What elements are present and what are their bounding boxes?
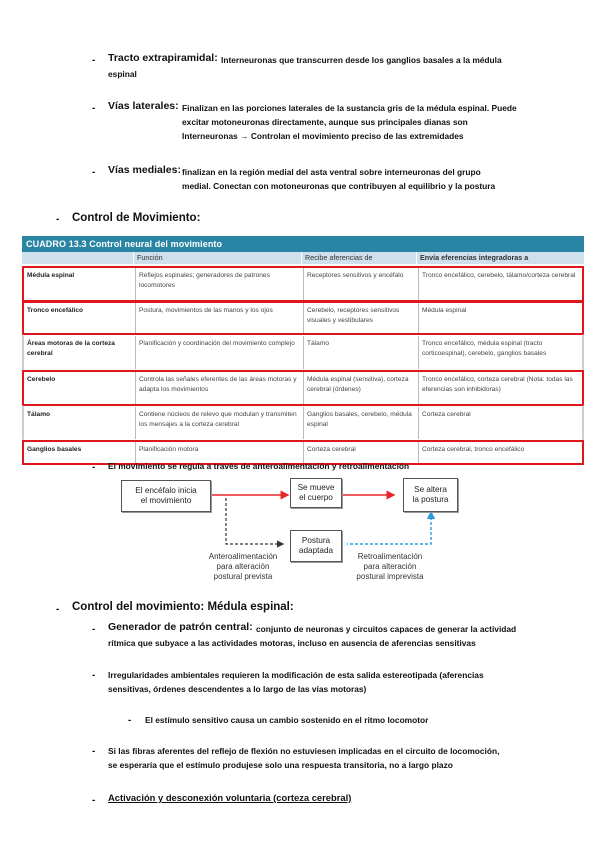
table-cell: Cerebelo — [24, 372, 136, 404]
table-cell: Tronco encefálico, corteza cerebral (Nota: todas las eferencias son inhibidoras) — [422, 376, 573, 393]
box-line: El encéfalo inicia — [135, 486, 197, 495]
table-cell: Médula espinal — [422, 307, 467, 314]
definition-line: Si las fibras aferentes del reflejo de flexión no estuviesen implicadas en el circuito de locomoción, — [108, 746, 500, 756]
box-line: Postura — [301, 536, 331, 545]
definition-line: Interneuronas que transcurren desde los ganglios basales a la médula — [221, 55, 502, 65]
bullet-dash: - — [92, 55, 96, 66]
definition-line: conjunto de neuronas y circuitos capaces de generar la actividad — [256, 624, 517, 634]
definition-line: Finalizan en las porciones laterales de la sustancia gris de la médula espinal. Puede — [182, 103, 517, 113]
definition-line: Irregularidades ambientales requieren la modificación de esta salida estereotipada (aferencias — [108, 670, 484, 680]
table-cell: Ganglios basales, cerebelo, médula espinal — [304, 407, 419, 439]
table-cell: Planificación y coordinación del movimiento complejo — [136, 336, 304, 369]
table-title: CUADRO 13.3 Control neural del movimiento — [22, 236, 584, 252]
bullet-dash: - — [92, 670, 96, 681]
box-line: la postura — [412, 495, 449, 504]
table-cell: Controla las señales eferentes de las áreas motoras y adapta los movimientos — [136, 372, 304, 404]
bullet-dash: - — [56, 214, 60, 225]
section-title: Control del movimiento: Médula espinal: — [72, 601, 294, 613]
table-cell: Postura, movimientos de las manos y los ojos — [136, 303, 304, 333]
term-label: Generador de patrón central: — [108, 621, 253, 633]
bullet-dash: - — [92, 795, 96, 806]
table-cell: Corteza cerebral — [422, 411, 471, 418]
box-line: el movimiento — [140, 496, 192, 505]
bullet-dash: - — [128, 715, 132, 726]
caption-line: Retroalimentación — [357, 552, 423, 561]
definition-line: espinal — [108, 69, 137, 79]
underlined-heading: Activación y desconexión voluntaria (corteza cerebral) — [108, 792, 352, 803]
bullet-dash: - — [92, 746, 96, 757]
caption-feedforward — [196, 552, 290, 582]
definition-line: se esperaría que el estímulo produjese solo una respuesta transitoria, no a largo plazo — [108, 760, 453, 770]
definition-line: finalizan en la región medial del asta ventral sobre interneuronas del grupo — [182, 167, 481, 177]
regulation-text: El movimiento se regula a través de anteroalimentación y retroalimentación — [108, 461, 410, 471]
term-label: Tracto extrapiramidal: — [108, 52, 218, 64]
caption-line: para alteración — [363, 562, 417, 571]
box-line: Se mueve — [297, 483, 335, 492]
table-cell: Contiene núcleos de relevo que modulan y transmiten los mensajes a la corteza cerebral — [136, 407, 304, 439]
caption-line: postural prevista — [213, 572, 273, 581]
table-cell: Tronco encefálico, cerebelo, tálamo/corteza cerebral — [422, 272, 576, 279]
table-cell: Cerebelo, receptores sensitivos visuales y vestibulares — [304, 303, 419, 333]
table-cell: Corteza cerebral — [304, 442, 419, 463]
box-line: adaptada — [298, 546, 334, 555]
bullet-dash: - — [92, 167, 96, 178]
bullet-dash: - — [92, 624, 96, 635]
box-encephalon-starts — [121, 480, 211, 512]
box-adapted-posture — [290, 530, 342, 562]
table-cell: Médula espinal — [24, 268, 136, 300]
table-cell: Tálamo — [24, 407, 136, 439]
table-cell: Médula espinal (sensitiva), corteza cerebral (órdenes) — [304, 372, 419, 404]
table-cell: Áreas motoras de la corteza cerebral — [24, 336, 136, 369]
section-title: Control de Movimiento: — [72, 212, 201, 224]
box-line: Se altera — [414, 485, 447, 494]
table-header-cell: Recibe aferencias de — [302, 252, 417, 264]
table-cell: Reflejos espinales; generadores de patrones locomotores — [136, 268, 304, 300]
definition-line: El estímulo sensitivo causa un cambio sostenido en el ritmo locomotor — [145, 715, 429, 725]
caption-line: Anteroalimentación — [208, 552, 278, 561]
table-cell: Receptores sensitivos y encéfalo — [304, 268, 419, 300]
caption-line: postural imprevista — [356, 572, 424, 581]
definition-line: rítmica que subyace a las actividades motoras, incluso en ausencia de aferencias sensitivas — [108, 638, 476, 648]
box-posture-altered — [403, 478, 458, 512]
table-header-cell: Envía eferencias integradoras a — [420, 253, 529, 262]
bullet-dash: - — [92, 103, 96, 114]
definition-line: sensitivas, órdenes descendentes a lo largo de las vías motoras) — [108, 684, 367, 694]
term-label: Vías laterales: — [108, 100, 179, 112]
table-cell: Planificación motora — [136, 442, 304, 463]
table-cell: Tálamo — [304, 336, 419, 369]
caption-line: para alteración — [216, 562, 270, 571]
definition-line: medial. Conectan con motoneuronas que contribuyen al equilibrio y la postura — [182, 181, 496, 191]
table-cell: Ganglios basales — [24, 442, 136, 463]
table-cell: Tronco encefálico — [24, 303, 136, 333]
bullet-dash: - — [92, 462, 96, 473]
table-cell: Corteza cerebral, tronco encefálico — [422, 446, 525, 453]
table-cell: Tronco encefálico, médula espinal (tracto corticoespinal), cerebelo, ganglios basales — [422, 340, 547, 357]
definition-line: excitar motoneuronas directamente, aunque sus principales dianas son — [182, 117, 468, 127]
table-header-cell: Función — [134, 252, 302, 264]
bullet-dash: - — [56, 604, 60, 615]
caption-feedback — [345, 552, 435, 582]
term-label: Vías mediales: — [108, 164, 181, 176]
definition-line: Interneuronas → Controlan el movimiento preciso de las extremidades — [182, 131, 464, 141]
box-body-moves — [290, 478, 342, 508]
box-line: el cuerpo — [299, 493, 333, 502]
